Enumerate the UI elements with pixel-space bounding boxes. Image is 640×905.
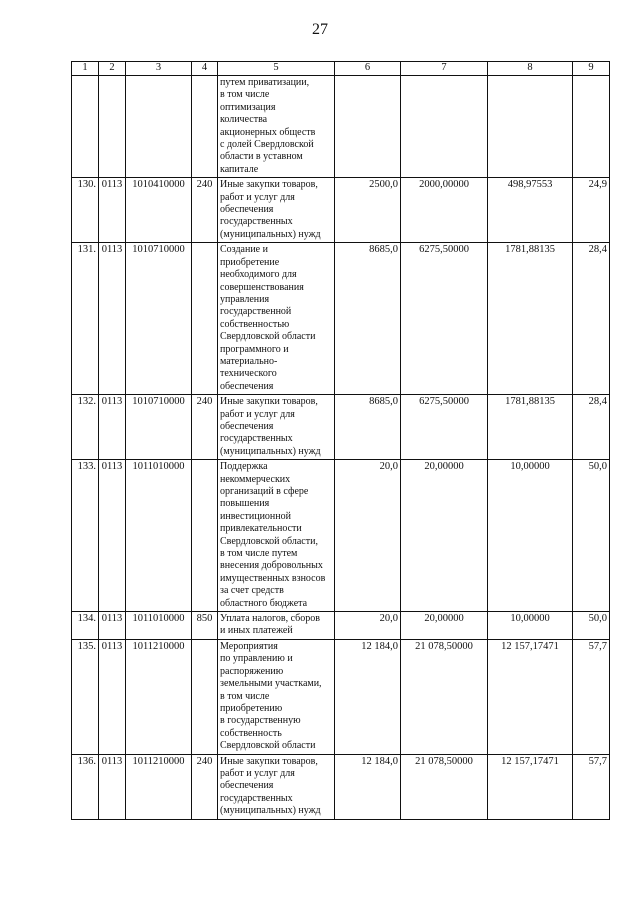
approved-amount-cell: 6275,50000 (401, 243, 488, 395)
column-header: 2 (99, 62, 126, 76)
target-code-cell (126, 76, 192, 178)
executed-amount-cell: 1781,88135 (488, 243, 573, 395)
table-row (72, 460, 610, 612)
table-row (72, 639, 610, 754)
table-row (72, 754, 610, 819)
plan-amount-cell: 12 184,0 (335, 754, 401, 819)
table-row (72, 243, 610, 395)
row-number-cell: 135. (72, 639, 99, 754)
expense-type-cell: 850 (192, 612, 218, 640)
row-number-cell: 132. (72, 395, 99, 460)
row-number-cell: 136. (72, 754, 99, 819)
column-header: 4 (192, 62, 218, 76)
expense-type-cell: 240 (192, 754, 218, 819)
column-header: 7 (401, 62, 488, 76)
expense-type-cell (192, 76, 218, 178)
item-name-cell: путем приватизации, в том числе оптимизация количества акционерных обществ с долей Свердловской области в уставном капитале (218, 76, 335, 178)
plan-amount-cell: 2500,0 (335, 178, 401, 243)
executed-amount-cell: 1781,88135 (488, 395, 573, 460)
expense-type-cell: 240 (192, 395, 218, 460)
budget-table (71, 61, 610, 820)
item-name-cell: Иные закупки товаров, работ и услуг для обеспечения государственных (муниципальных) нужд (218, 395, 335, 460)
item-name-cell: Иные закупки товаров, работ и услуг для обеспечения государственных (муниципальных) нужд (218, 178, 335, 243)
section-code-cell: 0113 (99, 395, 126, 460)
approved-amount-cell: 20,00000 (401, 612, 488, 640)
section-code-cell (99, 76, 126, 178)
target-code-cell: 1010410000 (126, 178, 192, 243)
approved-amount-cell: 20,00000 (401, 460, 488, 612)
percent-cell: 28,4 (573, 243, 610, 395)
row-number-cell: 131. (72, 243, 99, 395)
column-header: 1 (72, 62, 99, 76)
plan-amount-cell: 20,0 (335, 460, 401, 612)
table-row (72, 395, 610, 460)
section-code-cell: 0113 (99, 612, 126, 640)
row-number-cell (72, 76, 99, 178)
executed-amount-cell: 498,97553 (488, 178, 573, 243)
table-row (72, 178, 610, 243)
percent-cell: 50,0 (573, 460, 610, 612)
target-code-cell: 1010710000 (126, 395, 192, 460)
table-header-row (72, 62, 610, 76)
section-code-cell: 0113 (99, 754, 126, 819)
approved-amount-cell (401, 76, 488, 178)
row-number-cell: 133. (72, 460, 99, 612)
column-header: 5 (218, 62, 335, 76)
approved-amount-cell: 2000,00000 (401, 178, 488, 243)
plan-amount-cell: 8685,0 (335, 243, 401, 395)
item-name-cell: Создание и приобретение необходимого для совершенствования управления государственной собственностью Свердловской области программного и материально- технического обеспечения (218, 243, 335, 395)
row-number-cell: 130. (72, 178, 99, 243)
table-row (72, 612, 610, 640)
column-header: 3 (126, 62, 192, 76)
section-code-cell: 0113 (99, 639, 126, 754)
section-code-cell: 0113 (99, 460, 126, 612)
executed-amount-cell: 12 157,17471 (488, 639, 573, 754)
expense-type-cell (192, 639, 218, 754)
executed-amount-cell: 12 157,17471 (488, 754, 573, 819)
page-number: 27 (312, 21, 328, 38)
executed-amount-cell (488, 76, 573, 178)
percent-cell (573, 76, 610, 178)
column-header: 8 (488, 62, 573, 76)
column-header: 9 (573, 62, 610, 76)
section-code-cell: 0113 (99, 243, 126, 395)
plan-amount-cell: 20,0 (335, 612, 401, 640)
expense-type-cell: 240 (192, 178, 218, 243)
approved-amount-cell: 21 078,50000 (401, 754, 488, 819)
percent-cell: 24,9 (573, 178, 610, 243)
target-code-cell: 1011010000 (126, 612, 192, 640)
target-code-cell: 1010710000 (126, 243, 192, 395)
approved-amount-cell: 21 078,50000 (401, 639, 488, 754)
expense-type-cell (192, 460, 218, 612)
expense-type-cell (192, 243, 218, 395)
table-row (72, 76, 610, 178)
percent-cell: 28,4 (573, 395, 610, 460)
plan-amount-cell (335, 76, 401, 178)
item-name-cell: Мероприятия по управлению и распоряжению земельными участками, в том числе приобретению в государственную собственность Свердловской области (218, 639, 335, 754)
approved-amount-cell: 6275,50000 (401, 395, 488, 460)
percent-cell: 50,0 (573, 612, 610, 640)
section-code-cell: 0113 (99, 178, 126, 243)
executed-amount-cell: 10,00000 (488, 612, 573, 640)
plan-amount-cell: 12 184,0 (335, 639, 401, 754)
percent-cell: 57,7 (573, 754, 610, 819)
item-name-cell: Уплата налогов, сборов и иных платежей (218, 612, 335, 640)
row-number-cell: 134. (72, 612, 99, 640)
percent-cell: 57,7 (573, 639, 610, 754)
column-header: 6 (335, 62, 401, 76)
item-name-cell: Поддержка некоммерческих организаций в сфере повышения инвестиционной привлекательности Свердловской области, в том числе путем внесения добровольных имущественных взносов за счет средств областного бюджета (218, 460, 335, 612)
executed-amount-cell: 10,00000 (488, 460, 573, 612)
target-code-cell: 1011210000 (126, 754, 192, 819)
target-code-cell: 1011210000 (126, 639, 192, 754)
target-code-cell: 1011010000 (126, 460, 192, 612)
item-name-cell: Иные закупки товаров, работ и услуг для обеспечения государственных (муниципальных) нужд (218, 754, 335, 819)
plan-amount-cell: 8685,0 (335, 395, 401, 460)
